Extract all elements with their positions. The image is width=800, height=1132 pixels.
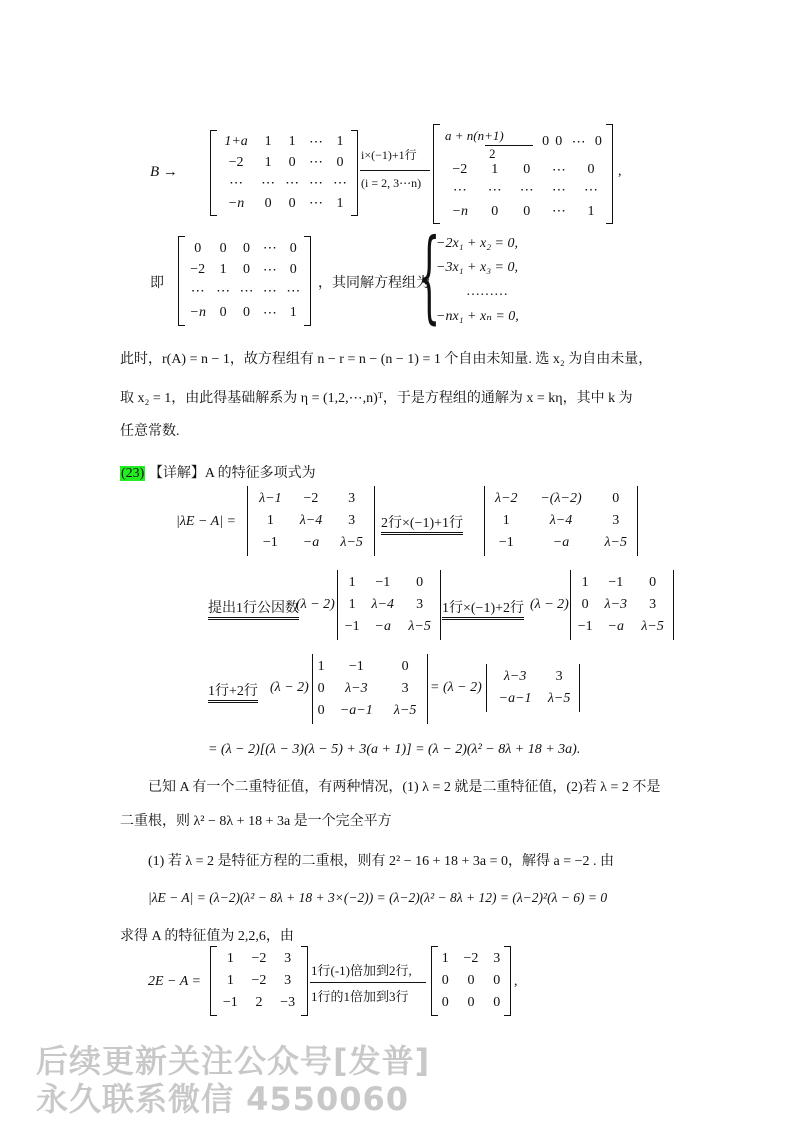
det1-d1-cell: λ−1 [259,491,282,506]
step2-m-cell: 0 [289,262,297,278]
step2-m-cell: ⋯ [216,284,231,300]
det2-d2-cell: −1 [608,575,624,590]
step2-m-cell: ⋯ [262,305,277,321]
step2-eq-4: −nx₁ + xₙ = 0, [436,309,519,324]
paragraph-1: 此时，r(A) = n − 1，故方程组有 n − r = n − (n − 1) = 1 个自由未知量. 选 x₂ 为自由未量， [120,352,653,367]
det3-mid: = (λ − 2) [430,680,482,695]
step1-m2-row [441,181,607,202]
det2-d1-cell: −1 [344,619,360,634]
step2-m-cell: ⋯ [286,284,301,300]
det2-f2: (λ − 2) [530,597,569,612]
det2-op2: 1行×(−1)+2行 [442,597,524,617]
det2-d2-cell: λ−5 [641,619,664,634]
det3-d2-cell: λ−5 [547,691,571,706]
step1-m2-cell: 1 [587,203,595,219]
step2-m-cell: ⋯ [239,284,254,300]
watermark-line-1: 后续更新关注公众号[发普] [36,1042,431,1080]
det1-lhs: |λE − A| = [176,514,237,529]
last-m2-cell: 0 [493,973,501,988]
det2-d2-cell: 1 [581,575,589,590]
step1-m1-cell: 1 [336,134,344,150]
step1-arrow-line [360,170,430,171]
step1-m2-cell: ⋯ [487,183,502,199]
last-m1-cell: 3 [284,973,292,988]
last-op-bottom: 1行的1倍加到3行 [311,989,409,1004]
last-matrix-2 [431,946,511,1016]
det3-d2-row [489,666,577,688]
det1-d1-cell: 3 [348,491,356,506]
step1-matrix-2 [433,124,613,224]
step1-m1-cell: ⋯ [309,134,324,150]
det1-d1-cell: 1 [266,513,274,528]
det1-d2-cell: 3 [612,513,620,528]
last-m2-cell: 0 [467,973,475,988]
det3-d1 [312,654,428,724]
det3-d1-row [315,656,425,678]
det3-d1-cell: −a−1 [339,703,373,718]
paragraph-7: |λE − A| = (λ−2)(λ² − 8λ + 18 + 3×(−2)) = (λ−2)(λ² − 8λ + 12) = (λ−2)²(λ − 6) = 0 [148,890,608,905]
last-m2-cell: 0 [441,995,449,1010]
step1-lhs: B → [150,164,178,180]
step1-m2-cell: ⋯ [583,183,598,199]
last-m2-cell: 1 [441,951,449,966]
det3-d1-cell: λ−3 [345,681,368,696]
step1-m2-cell: −2 [452,162,468,178]
det3-d2-cell: −a−1 [498,691,532,706]
step1-m1-cell: ⋯ [309,175,324,191]
step1-m1-cell: ⋯ [261,175,276,191]
det3-d1-cell: 3 [401,681,409,696]
step2-eq-3: ……… [466,284,508,299]
step2-m-cell: ⋯ [262,284,277,300]
step1-m1-cell: 1+a [224,134,248,150]
det2-d2 [570,570,674,640]
paragraph-3: 任意常数. [120,424,180,439]
det1-op: 2行×(−1)+1行 [381,512,463,532]
watermark-line-2: 永久联系微信 4550060 [36,1080,410,1118]
det1-d1-row [250,510,372,532]
det1-d2-cell: λ−2 [495,491,518,506]
step2-m-cell: 0 [219,305,227,321]
det3-d1-cell: −1 [348,659,364,674]
det2-d1-row [340,572,438,594]
det2-d2-row [573,594,671,616]
det1-d1-cell: −1 [262,535,278,550]
det1-d2-cell: 1 [502,513,510,528]
step2-m-cell: 0 [194,240,202,256]
paragraph-8: 求得 A 的特征值为 2,2,6，由 [120,929,294,944]
det3-d1-cell: λ−5 [393,703,417,718]
step2-m-cell: 0 [243,305,251,321]
step1-m2-row [441,201,607,222]
step2-mid: ，其同解方程组为 [318,276,430,291]
det1-d2-row [487,488,635,510]
det2-d2-cell: λ−3 [604,597,628,612]
step1-m2-cell: −n [451,203,469,219]
det1-d1-cell: −2 [303,491,319,506]
step1-m1-cell: −n [227,195,245,211]
step2-eq-1: −2x₁ + x₂ = 0, [436,236,519,251]
last-m1-row [216,992,302,1014]
last-m1-cell: −1 [222,995,238,1010]
step1-m2-cell: 0 [523,162,531,178]
step2-m-cell: 0 [243,240,251,256]
step1-m2-cell: 1 [491,162,499,178]
step2-m-row [184,303,305,325]
det3-f1: (λ − 2) [270,680,309,695]
det2-op1: 提出1行公因数 [208,597,299,617]
det2-d1-cell: −1 [375,575,391,590]
last-lhs: 2E − A = [148,974,201,989]
det2-d2-cell: 0 [649,575,657,590]
det3-d1-cell: 1 [317,659,325,674]
step1-m2-r1-cell: ⋯ [571,134,586,150]
det1-d1-cell: −a [302,535,320,550]
step1-m2-cell: ⋯ [551,204,566,220]
last-m1-cell: −3 [280,995,296,1010]
step1-m2-r1-cell: 0 [555,134,563,149]
q23-head-text: 【详解】A 的特征多项式为 [148,466,316,481]
step1-m1-row [216,132,352,153]
det1-d2-cell: −1 [498,535,514,550]
step1-m1-row [216,173,352,194]
det1-d2-cell: λ−5 [604,535,627,550]
last-m2-row [437,992,505,1014]
step1-m2-cell: 0 [523,203,531,219]
step1-m1-cell: 0 [288,195,296,211]
det3-d2-cell: 3 [555,669,563,684]
step2-m-cell: −2 [190,262,206,278]
step2-brace: { [418,217,441,334]
det1-d1 [247,486,375,556]
det2-d2-cell: −a [607,619,624,634]
det1-d2-cell: −(λ−2) [540,491,582,506]
step1-m2-cell: ⋯ [551,183,566,199]
det1-d2-row [487,532,635,554]
step1-m1-row [216,153,352,174]
step1-m2-cell: ⋯ [452,183,467,199]
det2-d1-cell: λ−4 [371,597,395,612]
det2-d2-cell: −1 [577,619,593,634]
q23-number: (23) [121,466,145,481]
paragraph-6: (1) 若 λ = 2 是特征方程的二重根，则有 2² − 16 + 18 + 3a = 0，解得 a = −2 . 由 [148,854,615,869]
last-m2-cell: 0 [493,995,501,1010]
q23-heading [120,462,316,482]
det1-d2-cell: −a [552,535,570,550]
last-m1-cell: 1 [226,951,234,966]
step1-m1-cell: −2 [228,154,244,170]
step1-op-bottom: (i = 2, 3⋯n) [361,176,422,190]
step1-tail: , [618,164,622,179]
det1-d1-cell: 3 [348,513,356,528]
det3-d1-cell: 0 [401,659,409,674]
paragraph-5: 二重根，则 λ² − 8λ + 18 + 3a 是一个完全平方 [120,814,392,829]
step1-m2-row [441,160,607,181]
det2-d1-cell: 1 [348,597,356,612]
det3-d1-row [315,700,425,722]
step2-m-cell: 1 [289,305,297,321]
det3-d1-cell: 0 [317,703,325,718]
det1-d2-cell: 0 [612,491,620,506]
step2-m-row [184,260,305,282]
last-m1-row [216,948,302,970]
step2-m-cell: 1 [219,262,227,278]
step2-m-cell: 0 [243,262,251,278]
det2-d1-row [340,616,438,638]
step1-m1-cell: 1 [288,134,296,150]
step1-m2-r1-cell: 0 [542,134,550,149]
step1-m1-cell: 0 [264,195,272,211]
det1-d1-row [250,532,372,554]
step1-matrix-1 [210,130,358,216]
step1-m2-a11-bottom: 2 [489,146,496,161]
last-m2-cell: 0 [441,973,449,988]
step2-matrix [178,236,311,326]
step2-m-cell: ⋯ [262,262,277,278]
det2-d2-cell: 0 [581,597,589,612]
det2-d2-cell: 3 [649,597,657,612]
last-m2-cell: −2 [463,951,479,966]
step1-m1-cell: 1 [336,195,344,211]
last-m2-cell: 3 [493,951,501,966]
step1-m1-cell: 0 [288,154,296,170]
det1-d1-cell: λ−5 [340,535,363,550]
last-m2-row [437,970,505,992]
step1-m1-cell: ⋯ [309,196,324,212]
step1-m1-cell: ⋯ [309,155,324,171]
last-m2-cell: 0 [467,995,475,1010]
last-m1-cell: −2 [251,973,267,988]
step1-m2-a11-top: a + n(n+1) [445,128,504,143]
det1-d1-row [250,488,372,510]
det2-d1-cell: 3 [416,597,424,612]
step1-m2-cell: 0 [587,162,595,178]
det1-d1-cell: λ−4 [299,513,323,528]
step1-op-top: i×(−1)+1行 [361,148,417,162]
det3-d2 [486,664,580,712]
step1-m1-cell: ⋯ [333,175,347,191]
last-m1-cell: 2 [255,995,263,1010]
step1-m1-cell: 1 [264,154,272,170]
step2-m-cell: −n [189,305,206,321]
step1-m2-r1-row [539,132,605,152]
det1-d2-cell: λ−4 [549,513,573,528]
det2-d1-row [340,594,438,616]
det2-f1: (λ − 2) [296,597,335,612]
step2-m-cell: ⋯ [190,284,205,300]
det2-d1-cell: 0 [416,575,424,590]
det3-op: 1行+2行 [208,680,258,700]
paragraph-2: 取 x₂ = 1，由此得基础解系为 η = (1,2,⋯,n)ᵀ，于是方程组的通解为 x = kη，其中 k 为 [120,391,633,406]
det2-d1-cell: 1 [348,575,356,590]
step2-prefix: 即 [150,276,164,291]
step2-m-cell: 0 [289,240,297,256]
last-m1-row [216,970,302,992]
step1-m2-r1-cell: 0 [594,134,602,149]
det3-d1-cell: 0 [317,681,325,696]
det2-d2-row [573,616,671,638]
step1-m1-cell: ⋯ [285,175,300,191]
step1-m1-row [216,194,352,215]
step2-m-cell: ⋯ [262,241,277,257]
det3-d2-row [489,688,577,710]
last-arrow-line [310,982,426,983]
last-m1-cell: −2 [251,951,267,966]
step1-m2-cell: 0 [491,203,499,219]
last-matrix-1 [210,946,308,1016]
det2-d1-cell: −a [374,619,391,634]
paragraph-4: 已知 A 有一个二重特征值，有两种情况，(1) λ = 2 就是二重特征值，(2)若 λ = 2 不是 [148,780,661,795]
last-op-top: 1行(-1)倍加到2行, [311,963,412,978]
step1-m2-cell: ⋯ [551,162,566,178]
det1-d2-row [487,510,635,532]
step1-m1-cell: 0 [336,154,344,170]
last-m2-row [437,948,505,970]
det3-d2-cell: λ−3 [503,669,527,684]
step2-eq-2: −3x₁ + x₃ = 0, [436,260,519,275]
expansion-line: = (λ − 2)[(λ − 3)(λ − 5) + 3(a + 1)] = (λ − 2)(λ² − 8λ + 18 + 3a). [208,742,581,757]
last-m1-cell: 1 [226,973,234,988]
step1-m1-cell: 1 [264,134,272,150]
det2-d1 [337,570,441,640]
last-m1-cell: 3 [284,951,292,966]
step2-m-row [184,238,305,260]
step1-m2-cell: ⋯ [519,183,534,199]
step2-m-row [184,281,305,303]
det3-d1-row [315,678,425,700]
det1-d2 [484,486,638,556]
det2-d2-row [573,572,671,594]
last-tail: , [514,974,518,989]
det2-d1-cell: λ−5 [408,619,431,634]
step1-m1-cell: ⋯ [229,175,244,191]
step2-m-cell: 0 [219,240,227,256]
